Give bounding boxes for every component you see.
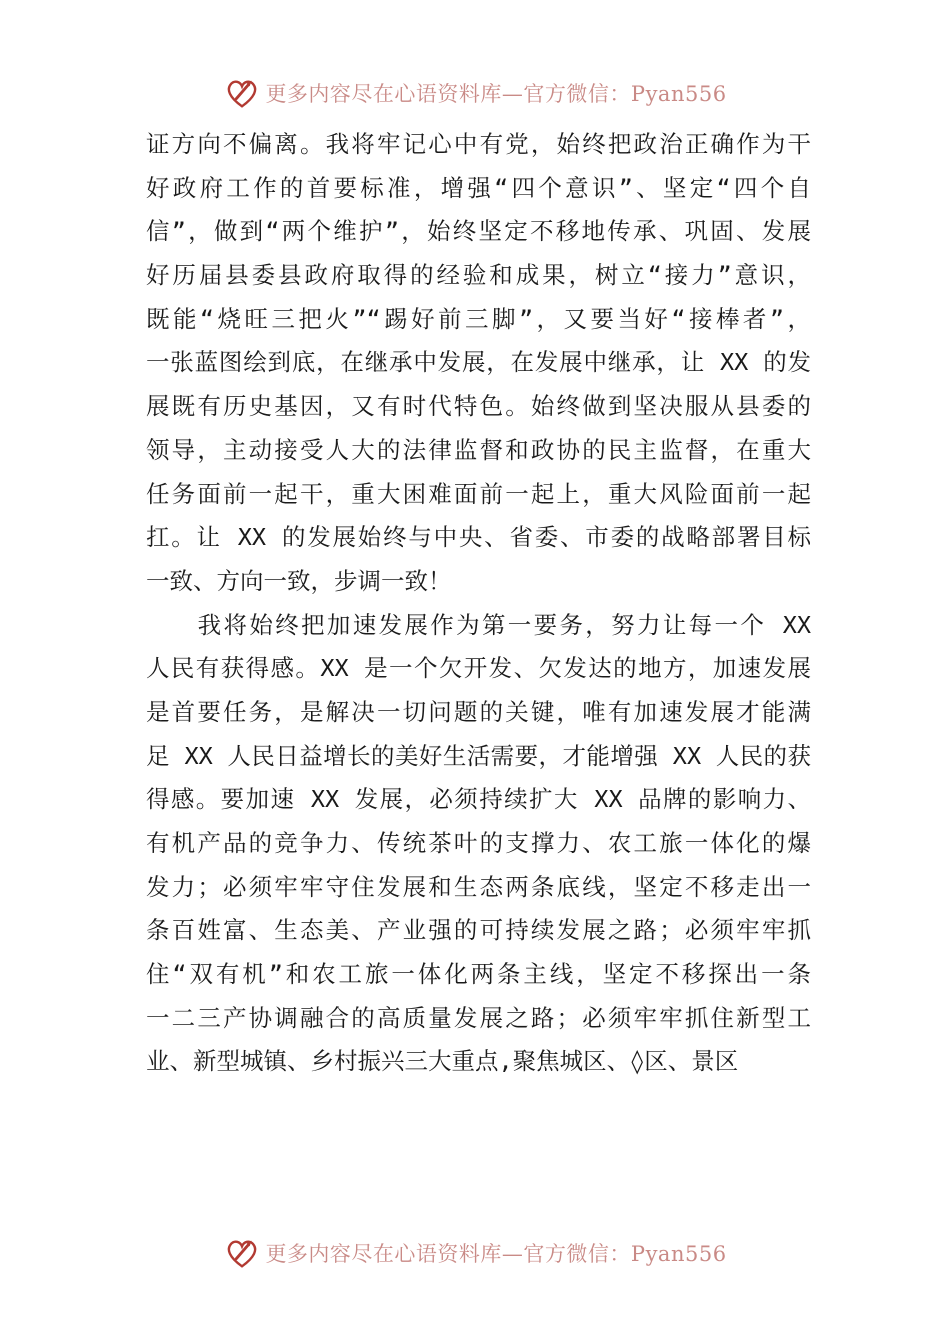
text-line: 好历届县委县政府取得的经验和成果，树立“接力”意识， bbox=[146, 261, 811, 290]
text-line: 业、新型城镇、乡村振兴三大重点,聚焦城区、◊区、景区 bbox=[146, 1047, 739, 1076]
header-watermark bbox=[0, 73, 950, 113]
text-line: 信”，做到“两个维护”，始终坚定不移地传承、巩固、发展 bbox=[146, 217, 811, 246]
text-line: 足 XX 人民日益增长的美好生活需要，才能增强 XX 人民的获 bbox=[146, 741, 811, 770]
heart-pen-logo-icon bbox=[223, 74, 261, 112]
text-line: 展既有历史基因，又有时代特色。始终做到坚决服从县委的 bbox=[146, 392, 811, 421]
text-line: 领导，主动接受人大的法律监督和政协的民主监督，在重大 bbox=[146, 435, 811, 464]
heart-pen-logo-icon bbox=[223, 1234, 261, 1272]
text-line: 住“双有机”和农工旅一体化两条主线，坚定不移探出一条 bbox=[146, 960, 811, 989]
text-line: 一二三产协调融合的高质量发展之路；必须牢牢抓住新型工 bbox=[146, 1003, 811, 1032]
text-line: 扛。让 XX 的发展始终与中央、省委、市委的战略部署目标 bbox=[146, 523, 811, 552]
text-line: 有机产品的竞争力、传统茶叶的支撑力、农工旅一体化的爆 bbox=[146, 829, 811, 857]
text-line: 发力；必须牢牢守住发展和生态两条底线，坚定不移走出一 bbox=[146, 872, 811, 901]
text-line: 条百姓富、生态美、产业强的可持续发展之路；必须牢牢抓 bbox=[146, 916, 811, 945]
paragraph-start-line: 我将始终把加速发展作为第一要务，努力让每一个 XX bbox=[146, 610, 811, 639]
text-line: 证方向不偏离。我将牢记心中有党，始终把政治正确作为干 bbox=[146, 130, 811, 158]
text-line: 是首要任务，是解决一切问题的关键，唯有加速发展才能满 bbox=[146, 697, 811, 726]
text-line: 好政府工作的首要标准，增强“四个意识”、坚定“四个自 bbox=[146, 173, 811, 202]
text-line: 一致、方向一致，步调一致！ bbox=[146, 566, 452, 595]
footer-watermark bbox=[0, 1233, 950, 1273]
text-line: 既能“烧旺三把火”“踢好前三脚”，又要当好“接棒者”， bbox=[146, 304, 811, 333]
text-line: 任务面前一起干，重大困难面前一起上，重大风险面前一起 bbox=[146, 479, 811, 508]
text-line: 得感。要加速 XX 发展，必须持续扩大 XX 品牌的影响力、 bbox=[146, 785, 811, 814]
text-line: 一张蓝图绘到底，在继承中发展，在发展中继承，让 XX 的发 bbox=[146, 348, 811, 377]
header-watermark-text: 更多内容尽在心语资料库—官方微信：Pyan556 bbox=[265, 82, 727, 106]
footer-watermark-text: 更多内容尽在心语资料库—官方微信：Pyan556 bbox=[265, 1242, 727, 1266]
text-line: 人民有获得感。XX 是一个欠开发、欠发达的地方，加速发展 bbox=[146, 654, 811, 683]
document-body bbox=[146, 123, 811, 1084]
